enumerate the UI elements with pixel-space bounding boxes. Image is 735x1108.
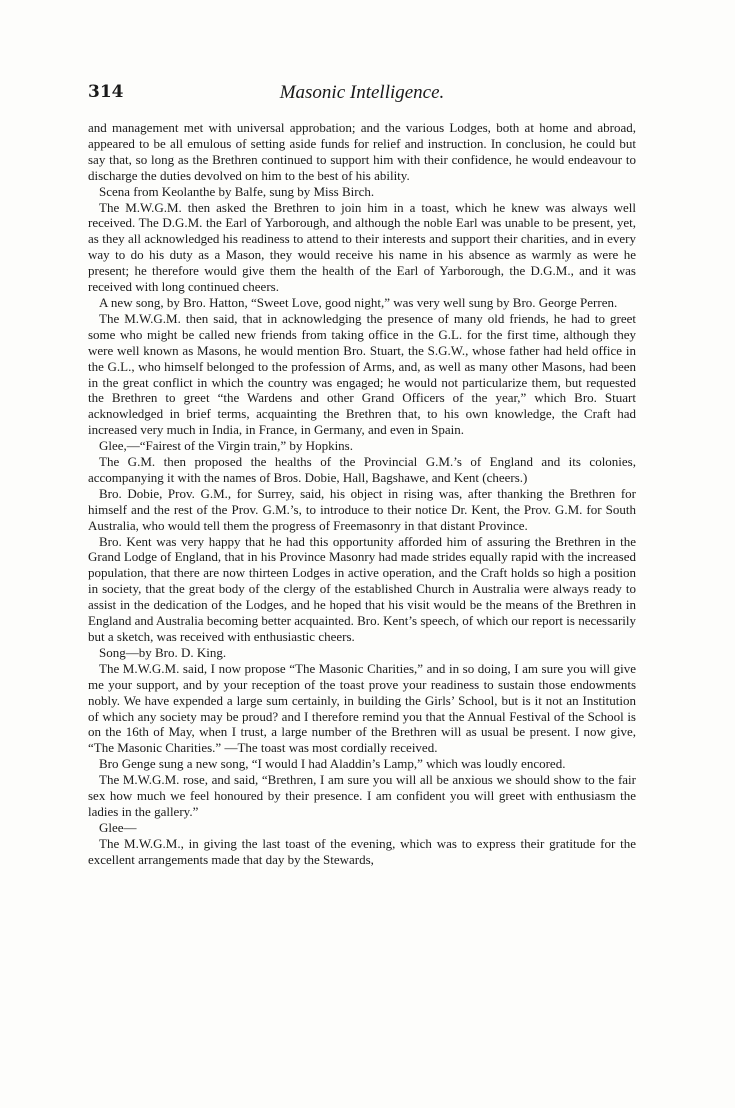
running-head: Masonic Intelligence. bbox=[279, 82, 445, 103]
paragraph-glee-hopkins: Glee,—“Fairest of the Virgin train,” by Hopkins. bbox=[99, 438, 353, 454]
paragraph-bro-dobie: Bro. Dobie, Prov. G.M., for Surrey, said, his object in rising was, after thanking the Brethren for himself and the rest of the Prov. G.M.’s, to introduce to their notice Dr. Kent, the Prov. G.M. for South Australia, who would tell them the progress of Freemasonry in that distant Province. bbox=[88, 485, 636, 533]
paragraph-masonic-charities: The M.W.G.M. said, I now propose “The Masonic Charities,” and in so doing, I am sure you will give me your support, and by your reception of the toast prove your readiness to sustain those endowments nobly. We have expended a large sum certainly, in building the Girls’ School, but is it not an Institution of which any society may be proud? and I therefore remind you that the Annual Festival of the School is on the 16th of May, when I trust, a large number of the Brethren will as usual be present. I now give, “The Masonic Charities.” —The toast was most cordially received. bbox=[88, 660, 636, 756]
page-number: 314 bbox=[88, 82, 124, 102]
paragraph-bro-kent: Bro. Kent was very happy that he had this opportunity afforded him of assuring the Brethren in the Grand Lodge of England, that in his Province Masonry had made strides equally rapid with the increased population, that there are now thirteen Lodges in active operation, and the Craft holds so high a position in society, that the great body of the clergy of the established Church in Australia were always ready to assist in the dedication of the Lodges, and he hoped that his visit would be the means of the Brethren in England and Australia becoming better acquainted. Bro. Kent’s speech, of which our report is necessarily but a sketch, was received with enthusiastic cheers. bbox=[88, 533, 636, 644]
page-header bbox=[88, 82, 636, 106]
paragraph-last-toast: The M.W.G.M., in giving the last toast of the evening, which was to express their gratitude for the excellent arrangements made that day by the Stewards, bbox=[88, 835, 636, 867]
paragraph-song-hatton: A new song, by Bro. Hatton, “Sweet Love, good night,” was very well sung by Bro. George Perren. bbox=[99, 294, 618, 310]
paragraph-ladies-toast: The M.W.G.M. rose, and said, “Brethren, I am sure you will all be anxious we should show to the fair sex how much we feel honoured by their presence. I am confident you will greet with enthusiasm the ladies in the gallery.” bbox=[88, 772, 636, 819]
paragraph-grand-officers: The M.W.G.M. then said, that in acknowledging the presence of many old friends, he had to greet some who might be called new friends from taking office in the G.L. for the first time, although they were well known as Masons, he would mention Bro. Stuart, the S.G.W., whose father had held office in the G.L., who himself belonged to the profession of Arms, and, as well as many other Masons, had been in the great conflict in which the country was engaged; he would not particularize them, but requested the Brethren to greet “the Wardens and other Grand Officers of the year,” which Bro. Stuart acknowledged in brief terms, acquainting the Brethren that, to his own knowledge, the Craft had increased very much in India, in France, in Germany, and even in Spain. bbox=[88, 310, 636, 438]
paragraph-glee: Glee— bbox=[99, 819, 137, 835]
paragraph-scena: Scena from Keolanthe by Balfe, sung by Miss Birch. bbox=[99, 183, 375, 199]
paragraph-toast-dgm: The M.W.G.M. then asked the Brethren to join him in a toast, which he knew was always well received. The D.G.M. the Earl of Yarborough, and although the noble Earl was unable to be present, yet, as they all acknowledged his readiness to attend to their interests and support their charities, and in every way to do his duty as a Mason, they would receive his name in his absence as warmly as were he present; he therefore would give them the health of the Earl of Yarborough, the D.G.M., and it was received with long continued cheers. bbox=[88, 199, 636, 295]
paragraph-provincial-gms: The G.M. then proposed the healths of the Provincial G.M.’s of England and its colonies, accompanying it with the names of Bros. Dobie, Hall, Bagshawe, and Kent (cheers.) bbox=[88, 454, 636, 485]
paragraph-continuation: and management met with universal approbation; and the various Lodges, both at home and abroad, appeared to be all emulous of setting aside funds for relief and instruction. In conclusion, he could but say that, so long as the Brethren continued to support him with their confidence, he would endeavour to discharge the duties devolved on him to the best of his ability. bbox=[88, 120, 636, 183]
paragraph-bro-genge: Bro Genge sung a new song, “I would I had Aladdin’s Lamp,” which was loudly encored. bbox=[99, 756, 566, 772]
paragraph-song-king: Song—by Bro. D. King. bbox=[99, 644, 227, 660]
body-text bbox=[88, 120, 636, 868]
